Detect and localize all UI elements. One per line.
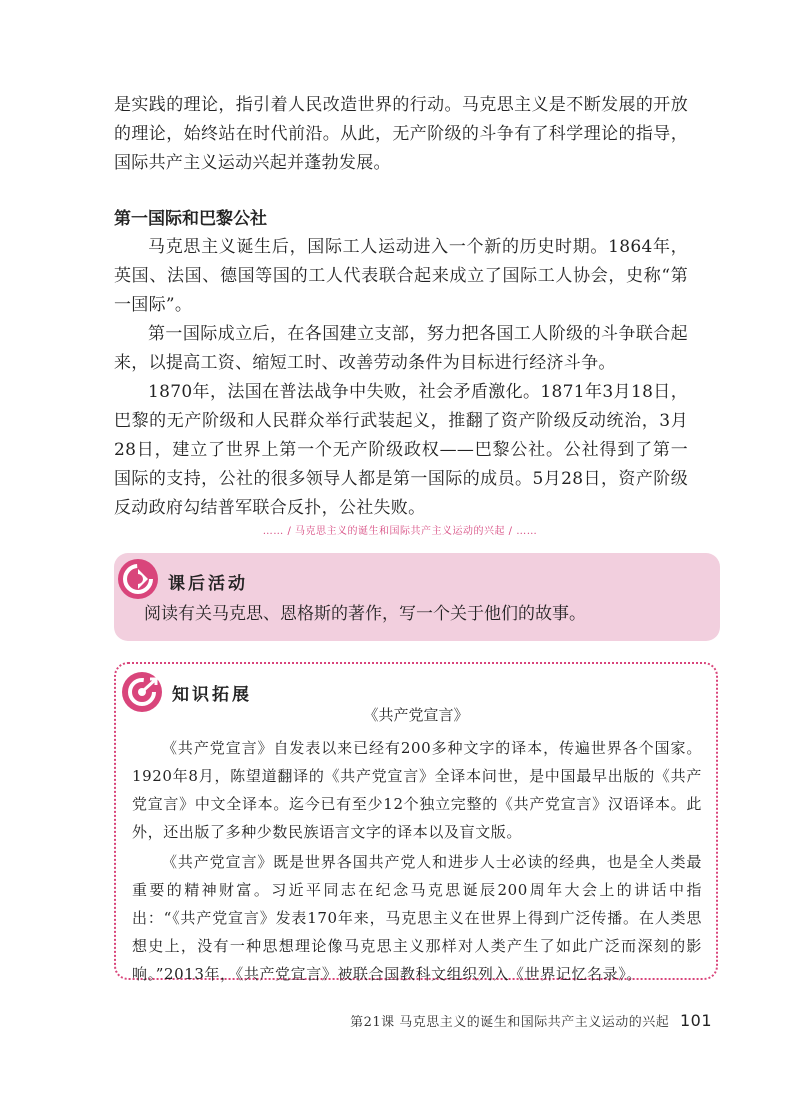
activity-title: 课后活动 <box>168 574 248 594</box>
activity-icon <box>118 559 158 599</box>
paragraph-3: 1870年，法国在普法战争中失败，社会矛盾激化。1871年3月18日，巴黎的无产阶级和人民群众举行武装起义，推翻了资产阶级反动统治，3月28日，建立了世界上第一个无产阶级政权——巴黎公社。公社得到了第一国际的支持，公社的很多领导人都是第一国际的成员。5月28日，资产阶级反动政府勾结普军联合反扑，公社失败。 <box>114 382 688 518</box>
paragraph-2: 第一国际成立后，在各国建立支部，努力把各国工人阶级的斗争联合起来，以提高工资、缩短工时、改善劳动条件为目标进行经济斗争。 <box>114 324 688 373</box>
activity-box <box>114 553 720 641</box>
section-heading: 第一国际和巴黎公社 <box>114 209 267 229</box>
book-title: 《共产党宣言》 <box>363 706 469 724</box>
knowledge-paragraph-1: 《共产党宣言》自发表以来已经有200多种文字的译本，传遍世界各个国家。1920年8月，陈望道翻译的《共产党宣言》全译本问世，是中国最早出版的《共产党宣言》中文全译本。迄今已有至少12个独立完整的《共产党宣言》汉语译本。此外，还出版了多种少数民族语言文字的译本以及盲文版。 <box>132 739 702 841</box>
knowledge-title: 知识拓展 <box>172 685 252 705</box>
paragraph-1: 马克思主义诞生后，国际工人运动进入一个新的历史时期。1864年，英国、法国、德国等国的工人代表联合起来成立了国际工人协会，史称“第一国际”。 <box>114 237 688 315</box>
chapter-divider: …… / 马克思主义的诞生和国际共产主义运动的兴起 / …… <box>262 526 538 537</box>
knowledge-box <box>114 662 718 983</box>
activity-text: 阅读有关马克思、恩格斯的著作，写一个关于他们的故事。 <box>144 604 586 624</box>
knowledge-paragraph-2: 《共产党宣言》既是世界各国共产党人和进步人士必读的经典，也是全人类最重要的精神财富。习近平同志在纪念马克思诞辰200周年大会上的讲话中指出：“《共产党宣言》发表170年来，马克思主义在世界上得到广泛传播。在人类思想史上，没有一种思想理论像马克思主义那样对人类产生了如此广泛而深刻的影响。”2013年，《共产党宣言》被联合国教科文组织列入《世界记忆名录》。 <box>132 853 702 983</box>
page-footer <box>350 1011 712 1030</box>
footer-lesson-title: 第21课 马克思主义的诞生和国际共产主义运动的兴起 <box>350 1015 670 1030</box>
intro-paragraph: 是实践的理论，指引着人民改造世界的行动。马克思主义是不断发展的开放的理论，始终站在时代前沿。从此，无产阶级的斗争有了科学理论的指导，国际共产主义运动兴起并蓬勃发展。 <box>114 95 688 173</box>
page-number: 101 <box>679 1011 712 1030</box>
